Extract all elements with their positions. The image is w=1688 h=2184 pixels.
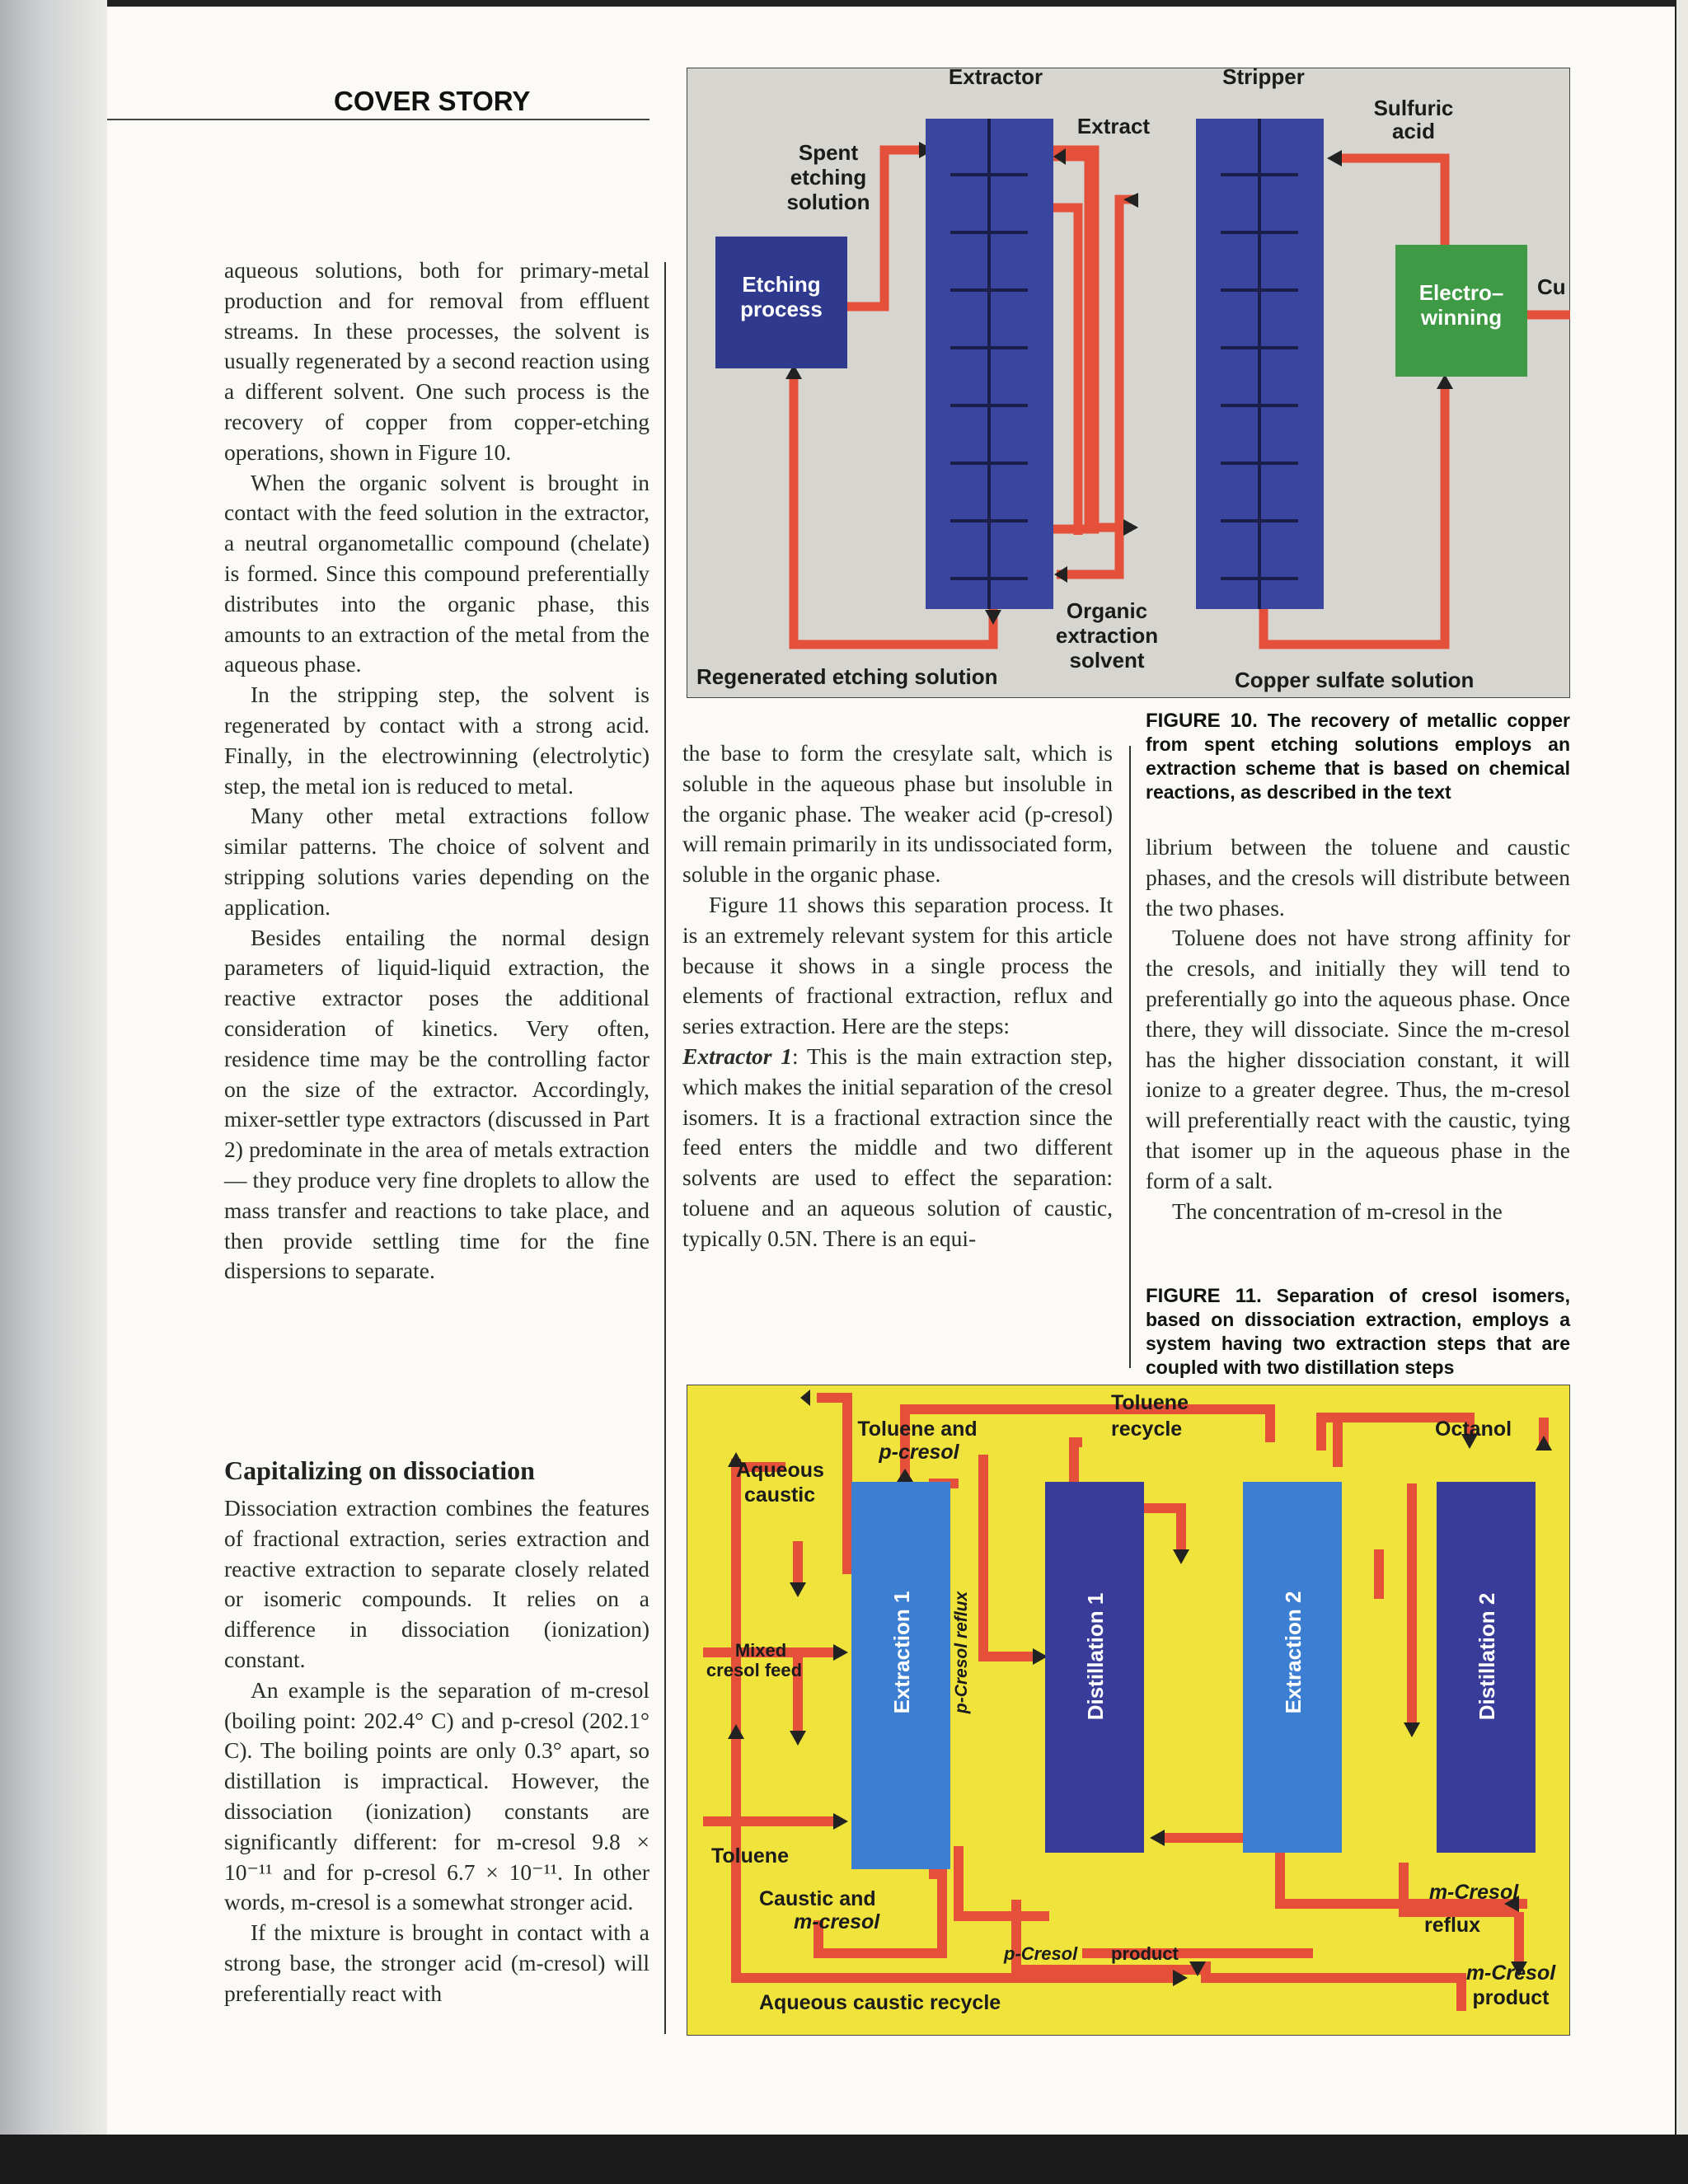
mcresol-product-label: product <box>1472 1986 1550 2009</box>
paragraph: librium between the toluene and caustic phases, and the cresols will distribute between the two phases. <box>1146 834 1570 921</box>
pcresol-reflux-label: p-Cresol reflux <box>952 1591 971 1714</box>
pcresol-label: p-Cresol <box>1004 1943 1078 1964</box>
figure10-caption <box>1146 709 1570 804</box>
aqueous-caustic-label: caustic <box>744 1483 816 1507</box>
figure11-diagram <box>687 1385 1570 2036</box>
paragraph: If the mixture is brought in contact with a strong base, the stronger acid (m-cresol) will preferentially react with <box>224 1919 649 2006</box>
aqueous-caustic-label: Aqueous <box>736 1459 824 1482</box>
toluene-recycle-label: recycle <box>1111 1418 1183 1441</box>
extraction2-label: Extraction 2 <box>1281 1591 1306 1714</box>
extraction1-label: Extraction 1 <box>889 1591 914 1714</box>
paragraph: When the organic solvent is brought in contact with the feed solution in the extractor, a neutral organometallic compound (chelate) is formed. Since this compound preferentially distributes into the organic phase, this amounts to an extraction of the metal from the aqueous phase. <box>224 469 649 677</box>
mcresol-reflux-label: reflux <box>1424 1914 1481 1937</box>
distillation2-label: Distillation 2 <box>1475 1592 1499 1721</box>
figure10-diagram <box>687 68 1570 698</box>
paragraph: the base to form the cresylate salt, which is soluble in the aqueous phase but insoluble in the organic phase. The weaker acid (p-cresol) will remain primarily in its undissociated form, soluble in the organic phase. <box>682 740 1113 888</box>
spent-etching-label: solution <box>786 190 870 214</box>
mixed-feed-label: cresol feed <box>706 1660 803 1680</box>
column-rule-middle <box>1129 746 1131 1368</box>
organic-solvent-label: Organic <box>1066 598 1148 623</box>
pcresol-product-label: product <box>1111 1943 1179 1964</box>
regenerated-solution-label: Regenerated etching solution <box>696 664 998 689</box>
caption-text: Separation of cresol isomers, based on dissociation extraction, employs a system having two extraction steps that are coupled with two distillation steps <box>1146 1285 1570 1378</box>
paragraph: Dissociation extraction combines the features of fractional extraction, series extraction and reactive extraction to separate closely related or isomeric compounds. It relies on a difference in dissociation (ionization) constant. <box>224 1495 649 1672</box>
figure11-caption <box>1146 1284 1570 1380</box>
figure-label: FIGURE 10. <box>1146 710 1258 732</box>
stripper-label: Stripper <box>1222 68 1305 89</box>
mixed-feed-label: Mixed <box>734 1640 787 1661</box>
spent-etching-label: etching <box>790 165 867 190</box>
toluene-label: Toluene <box>711 1844 789 1868</box>
toluene-pcresol-label: Toluene and <box>857 1418 978 1441</box>
toluene-recycle-label: Toluene <box>1111 1391 1189 1414</box>
paragraph: The concentration of m-cresol in the <box>1172 1197 1503 1224</box>
copper-sulfate-label: Copper sulfate solution <box>1235 668 1475 692</box>
kicker-rule <box>107 119 649 120</box>
electrowinning-label: winning <box>1420 305 1503 330</box>
binding-gutter <box>0 0 107 2135</box>
page-edge <box>1675 0 1688 2135</box>
octanol-label: Octanol <box>1435 1418 1512 1441</box>
paragraph: Besides entailing the normal design parameters of liquid-liquid extraction, the reactive extractor poses the additional consideration of kinetics. Very often, residence time may be the controlling factor on the size of the extractor. Accordingly, mixer-settler type extractors (discussed in Part 2) predominate in the area of metals extraction — they produce very fine droplets to allow the mass transfer and reactions to take place, and then provide settling time for the fine dispersions to separate. <box>224 924 649 1284</box>
paragraph: Many other metal extractions follow similar patterns. The choice of solvent and stripping solutions varies depending on the application. <box>224 803 649 920</box>
right-column <box>1146 832 1570 1226</box>
middle-column <box>682 738 1113 1254</box>
caustic-mcresol-label: Caustic and <box>759 1887 876 1910</box>
step-label: Extractor 1 <box>682 1043 793 1069</box>
top-band <box>0 0 1688 7</box>
toluene-pcresol-label: p-cresol <box>879 1441 959 1464</box>
aqueous-caustic-recycle-label: Aqueous caustic recycle <box>759 1991 1001 2014</box>
section-heading: Capitalizing on dissociation <box>224 1455 535 1485</box>
step-text: : This is the main extraction step, which makes the initial separation of the cresol isomers. It is a fractional extraction since the feed enters the middle and two different solvents are used to effect the separation: toluene and an aqueous solution of caustic, typically 0.5N. There is an equi- <box>682 1043 1113 1251</box>
etching-process-label: process <box>740 297 823 321</box>
caption-text: The recovery of metallic copper from spent etching solutions employs an extraction scheme that is based on chemical reactions, as described in the text <box>1146 710 1570 803</box>
caustic-mcresol-label: m-cresol <box>794 1910 880 1933</box>
extract-label: Extract <box>1076 114 1151 138</box>
paragraph: Figure 11 shows this separation process. It is an extremely relevant system for this article because it shows in a single process the elements of fractional extraction, reflux and series extraction. Here are the steps: <box>682 891 1113 1039</box>
figure-label: FIGURE 11. <box>1146 1285 1262 1307</box>
section-kicker: COVER STORY <box>334 86 531 116</box>
spent-etching-label: Spent <box>798 140 859 165</box>
paragraph: Toluene does not have strong affinity for the cresols, and initially they will tend to preferentially go into the aqueous phase. Once there, they will dissociate. Since the m-cresol has the higher dissociation constant, it will ionize to a greater degree. Thus, the m-cresol will preferentially react with the caustic, tying that isomer up in the aqueous phase in the form of a salt. <box>1146 925 1570 1193</box>
column-rule-left <box>664 262 666 2034</box>
paragraph: An example is the separation of m-cresol (boiling point: 202.4° C) and p-cresol (202.1° C). The boiling points are only 0.3° apart, so distillation is impractical. However, the dissociation (ionization) constants are significantly different: for m-cresol 9.8 × 10⁻¹¹ and for p-cresol 6.7 × 10⁻¹¹. In other words, m-cresol is a somewhat stronger acid. <box>224 1676 649 1915</box>
organic-solvent-label: extraction <box>1055 623 1159 648</box>
extractor-label: Extractor <box>948 68 1043 89</box>
etching-process-label: Etching <box>742 272 821 297</box>
paragraph: aqueous solutions, both for primary-metal production and for removal from effluent streams. In these processes, the solvent is usually regenerated by a second reaction using a different solvent. One such process is the recovery of copper from copper-etching operations, shown in Figure 10. <box>224 257 649 465</box>
electrowinning-label: Electro– <box>1418 280 1504 305</box>
distillation1-label: Distillation 1 <box>1083 1592 1108 1721</box>
paragraph <box>682 1042 1113 1254</box>
sulfuric-acid-label: acid <box>1391 119 1436 143</box>
mcresol-product-label: m-Cresol <box>1465 1961 1556 1985</box>
left-column-bottom <box>224 1493 649 2009</box>
paragraph: In the stripping step, the solvent is regenerated by contact with a strong acid. Finally, in the electrowinning (electrolytic) step, the metal ion is reduced to metal. <box>224 682 649 799</box>
organic-solvent-label: solvent <box>1069 648 1145 673</box>
cu-label: Cu <box>1537 274 1566 299</box>
sulfuric-acid-label: Sulfuric <box>1373 96 1454 120</box>
mcresol-reflux-label: m-Cresol <box>1428 1881 1519 1904</box>
left-column-top <box>224 255 649 1286</box>
